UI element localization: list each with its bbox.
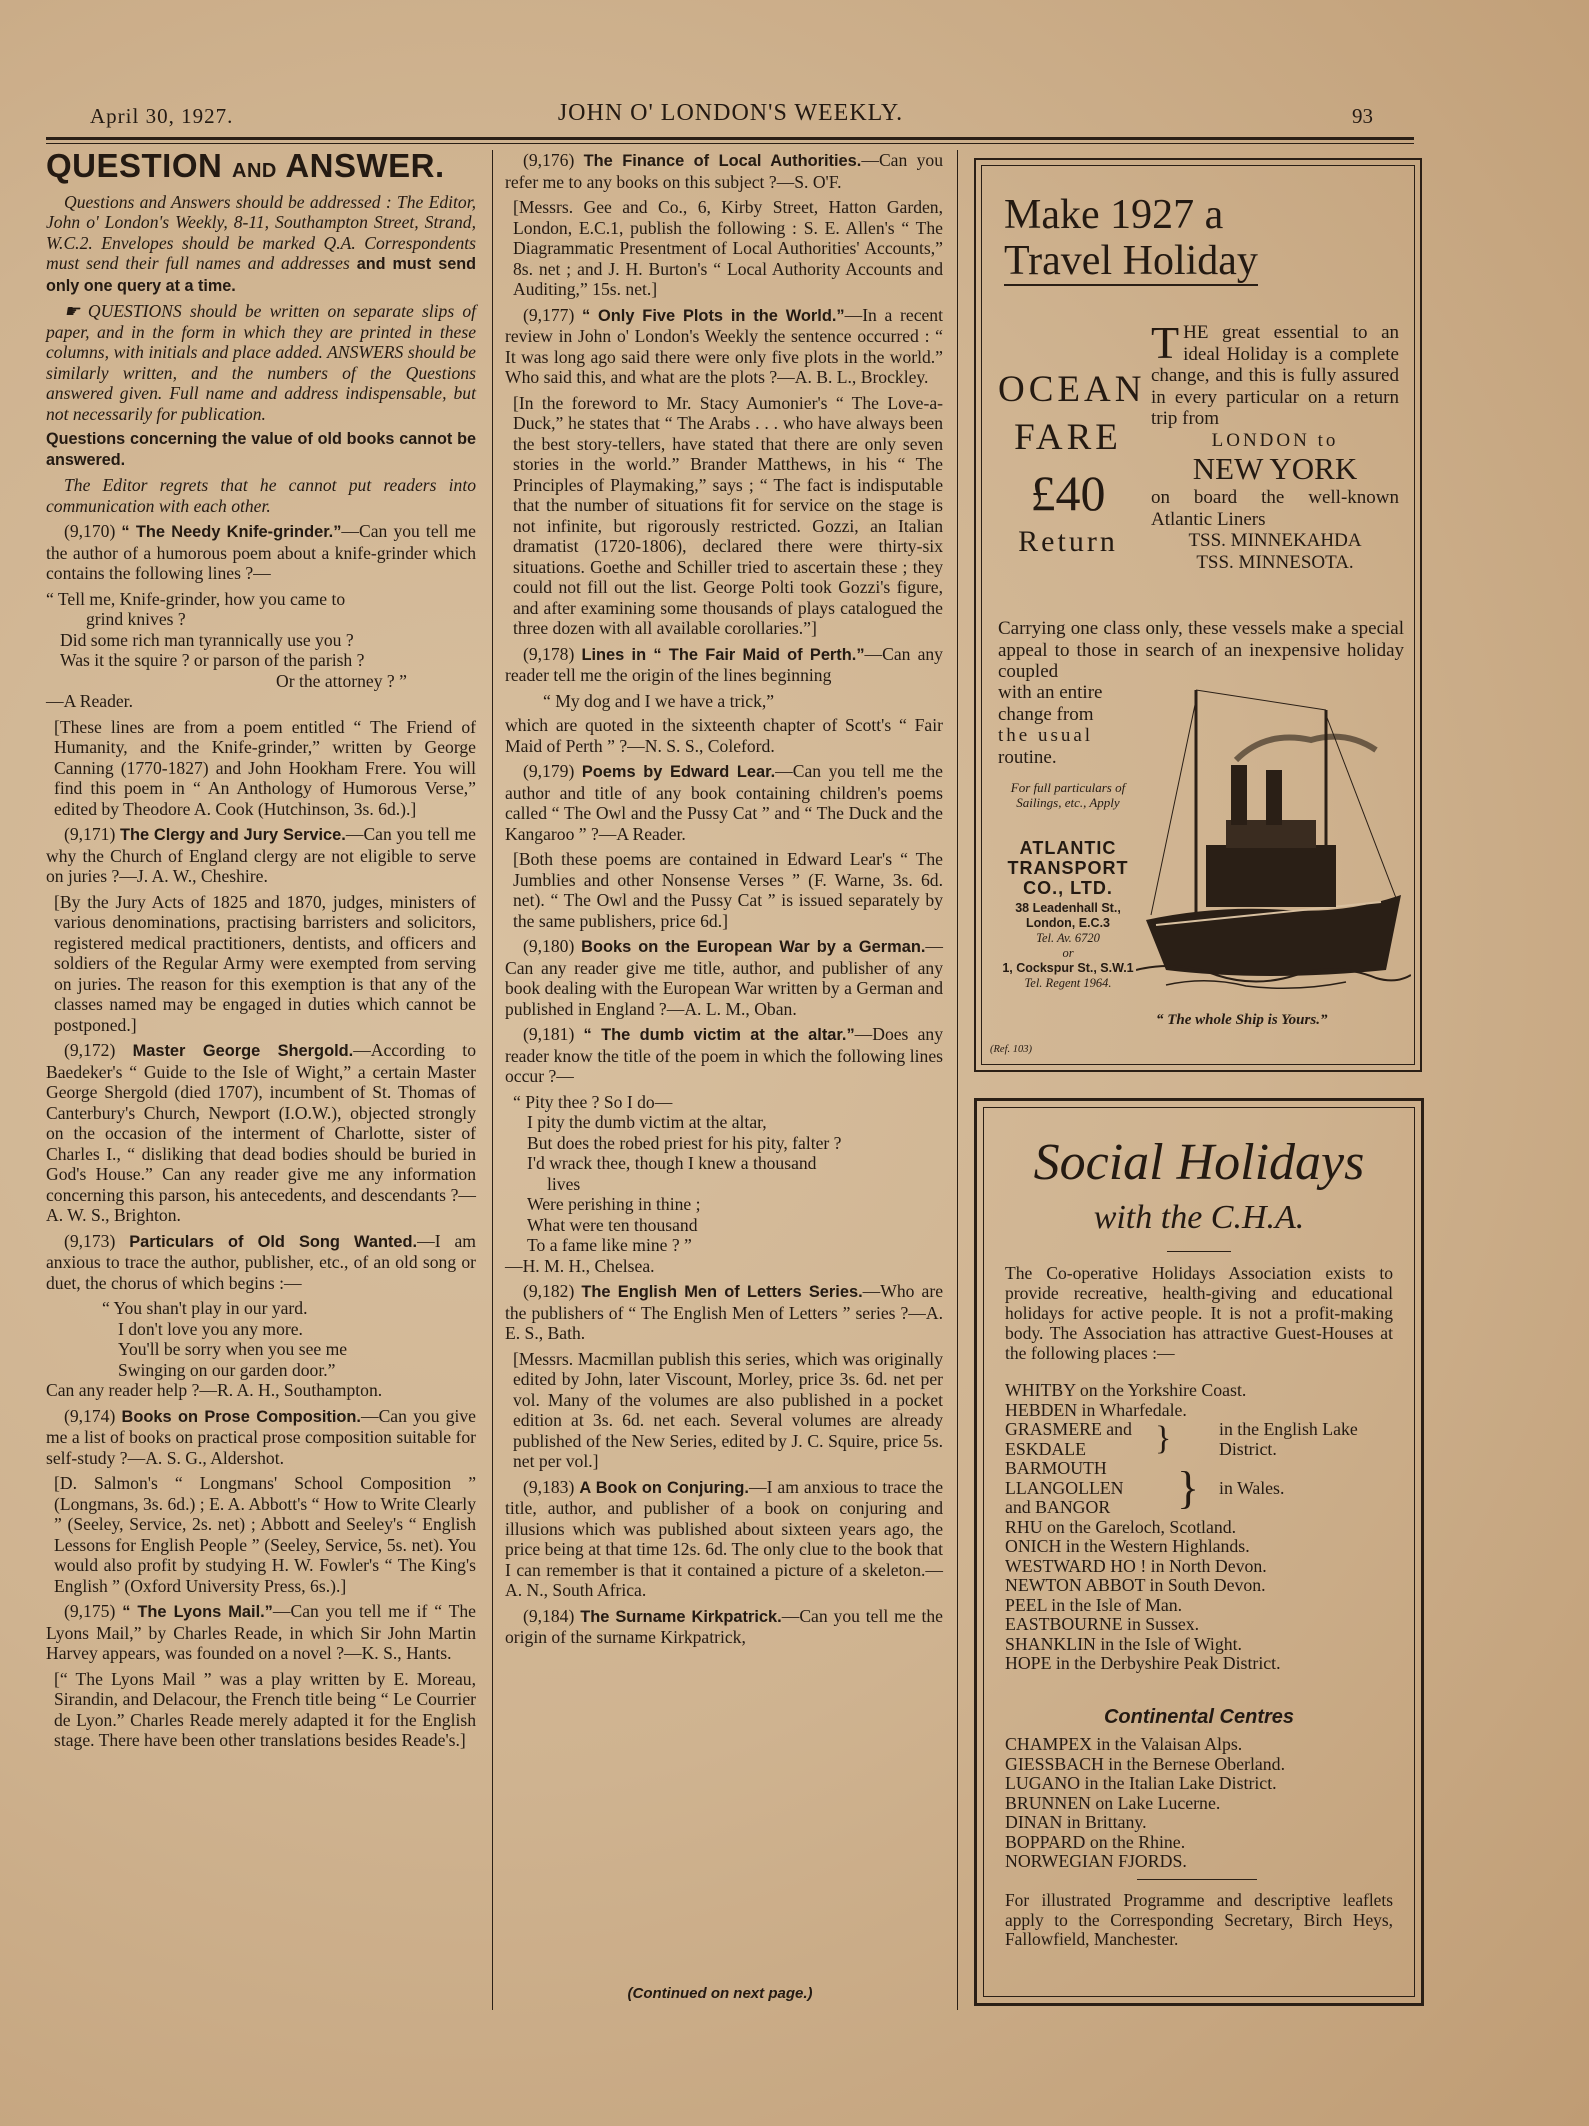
- separator: [1167, 1251, 1231, 1252]
- signature-9170: —A Reader.: [46, 691, 133, 711]
- intro-editor: The Editor regrets that he cannot put readers into communication with each other.: [46, 475, 476, 516]
- continental-heading: Continental Centres: [1103, 1706, 1295, 1728]
- social-ad-title: Social Holidays: [1033, 1134, 1365, 1191]
- after-9178: which are quoted in the sixteenth chapter of Scott's “ Fair Maid of Perth ” ?—N. S. S., Coleford.: [505, 715, 943, 756]
- question-9178: (9,178) Lines in “ The Fair Maid of Perth.”—Can any reader tell me the origin of the lines beginning: [505, 643, 943, 685]
- question-9176: (9,176) The Finance of Local Authorities.—Can you refer me to any books on this subject ?—S. O'F.: [505, 150, 943, 192]
- ad-slogan: “ The whole Ship is Yours.”: [1156, 1012, 1328, 1028]
- column-divider: [492, 150, 493, 2010]
- header-rule: [46, 137, 1414, 140]
- section-heading: QUESTION AND ANSWER.: [46, 147, 445, 184]
- answer-9174: [D. Salmon's “ Longmans' School Composition ” (Longmans, 3s. 6d.) ; E. A. Abbott's “ How to Write Clearly ” (Seeley, Service, 2s. net) ; Abbott and Seeley's “ English Lessons for English People ” (Seeley, Service, 5s. net). You would also profit by studying H. W. Fowler's “ The King's English ” (Oxford University Press, 6s.).]: [54, 1473, 476, 1596]
- page-number: 93: [1352, 104, 1373, 128]
- social-ad-subtitle: with the C.H.A.: [1093, 1199, 1305, 1236]
- steamship-illustration: [1136, 670, 1411, 990]
- column-divider: [957, 150, 958, 2010]
- question-9173: (9,173) Particulars of Old Song Wanted.—I am anxious to trace the author, publisher, etc., of an old song or duet, the chorus of which begins :—: [46, 1230, 476, 1293]
- travel-advertisement: [974, 158, 1422, 1072]
- issue-date: April 30, 1927.: [90, 104, 234, 128]
- verse-9178: “ My dog and I we have a trick,”: [543, 690, 775, 711]
- question-9172: (9,172) Master George Shergold.—According to Baedeker's “ Guide to the Isle of Wight,” a certain Master George Shergold (died 1707), incumbent of St. Thomas of Canterbury's Church, Newport (I.O.W.), objected strongly on the occasion of the interment of Charlotte, sister of Charles I., “ disliking that dead bodies should be buried in God's House.” Can any reader give me any information concerning this parson, his antecedents, and descendants ?—A. W. S., Brighton.: [46, 1040, 476, 1225]
- company-addresses: 38 Leadenhall St., London, E.C.3 Tel. Av. 6720 or 1, Cockspur St., S.W.1 Tel. Regent 1964.: [1002, 901, 1134, 990]
- travel-ad-routine: with an entire change from the usual routine.: [998, 682, 1103, 768]
- intro-instructions: ☛ QUESTIONS should be written on separate slips of paper, and in the form in which they are printed in these columns, with initials and place added. ANSWERS should be similarly written, and the numbers of the Questions answered given. Full name and address indispensable, but not necessarily for publication.: [46, 301, 476, 424]
- question-9170: (9,170) “ The Needy Knife-grinder.”—Can you tell me the author of a humorous poem about a knife-grinder which contains the following lines ?—: [46, 521, 476, 583]
- intro-old-books: Questions concerning the value of old books cannot be answered.: [46, 430, 476, 469]
- verse-9181: “ Pity thee ? So I do— I pity the dumb victim at the altar, But does the robed priest for his pity, falter ? I'd wrack thee, though I knew a thousand lives Were perishing in thine ; What were ten thousand To a fame like mine ? ”: [513, 1091, 842, 1255]
- answer-9177: [In the foreword to Mr. Stacy Aumonier's “ The Love-a-Duck,” he states that “ The Arabs . . . who have always been the best story-tellers, have stated that there are only seven stories in the world.” Brander Matthews, in his “ The Principles of Playmaking,” says ; “ The fact is indisputable that the number of situations fit for service on the stage is not infinite, but rigorously restricted. Gozzi, an Italian dramatist (1720-1806), declared there were thirty-six situations. Goethe and Schiller tried to ascertain these ; they could not fill out the list. George Polti took Gozzi's figure, and after examining some thousands of plays catalogued the three dozen with all available corollaries.”]: [513, 392, 943, 638]
- qa-column-2: [505, 150, 943, 1653]
- running-header: [48, 100, 1413, 134]
- social-ad-intro: The Co-operative Holidays Association exists to provide recreative, health-giving and educational holidays for active people. It is not a profit-making body. The Association has attractive Guest-Houses at the following places :—: [1005, 1263, 1393, 1363]
- social-ad-closing: For illustrated Programme and descriptive leaflets apply to the Corresponding Secretary, Birch Heys, Fallowfield, Manchester.: [1005, 1890, 1393, 1949]
- answer-9179: [Both these poems are contained in Edward Lear's “ The Jumblies and other Nonsense Verses ” (F. Warne, 3s. 6d. net). “ The Owl and the Pussy Cat ” is issued separately by the same publishers, price 6d.]: [513, 849, 943, 931]
- separator: [1137, 1879, 1257, 1880]
- question-9182: (9,182) The English Men of Letters Series.—Who are the publishers of “ The English Men of Letters ” series ?—A. E. S., Bath.: [505, 1281, 943, 1343]
- answer-9175: [“ The Lyons Mail ” was a play written by E. Moreau, Sirandin, and Delacour, the French title being “ Le Courrier de Lyon.” Charles Reade merely adapted it for the English stage. There have been other translations besides Reade's.]: [54, 1668, 476, 1750]
- continental-list: CHAMPEX in the Valaisan Alps. GIESSBACH in the Bernese Oberland. LUGANO in the Italian Lake District. BRUNNEN on Lake Lucerne. DINAN in Brittany. BOPPARD on the Rhine. NORWEGIAN FJORDS.: [1005, 1734, 1286, 1871]
- answer-9171: [By the Jury Acts of 1825 and 1870, judges, ministers of various denominations, practising barristers and solicitors, registered medical practitioners, dentists, and officers and soldiers of the Regular Army were exempted from serving on juries. The reason for this exemption is that any of the classes named may be engaged in duties which cannot be postponed.]: [54, 891, 476, 1035]
- answer-9176: [Messrs. Gee and Co., 6, Kirby Street, Hatton Garden, London, E.C.1, publish the following : S. E. Allen's “ The Diagrammatic Presentment of Local Authorities' Accounts,” 8s. net ; and J. H. Burton's “ Local Authority Accounts and Auditing,” 15s. net.]: [513, 197, 943, 299]
- question-9181: (9,181) “ The dumb victim at the altar.”—Does any reader know the title of the poem in which the following lines occur ?—: [505, 1024, 944, 1086]
- answer-9170: [These lines are from a poem entitled “ The Friend of Humanity, and the Knife-grinder,” written by George Canning (1770-1827) and John Hookham Frere. You will find this poem in “ An Anthology of Humorous Verse,” edited by Theodore A. Cook (Hutchinson, 3s. 6d.).]: [54, 716, 476, 819]
- company-name: ATLANTIC TRANSPORT CO., LTD.: [1007, 838, 1129, 898]
- travel-ad-headline: Make 1927 a Travel Holiday: [1004, 192, 1258, 284]
- qa-column-1: [46, 147, 476, 1756]
- question-9183: (9,183) A Book on Conjuring.—I am anxious to trace the title, author, and publisher of a book on conjuring and illusions which was published about sixteen years ago, the price being at that time 12s. 6d. The only clue to the book that I can remember is that it contained a picture of a skeleton.—A. N., South Africa.: [505, 1476, 944, 1600]
- publication-title: JOHN O' LONDON'S WEEKLY.: [557, 100, 904, 126]
- signature-9173: Can any reader help ?—R. A. H., Southampton.: [46, 1380, 383, 1400]
- travel-ad-carrying: Carrying one class only, these vessels make a special appeal to those in search of an inexpensive holiday coupled: [998, 618, 1404, 682]
- fare-price: £40: [1030, 465, 1106, 521]
- question-9171: (9,171) The Clergy and Jury Service.—Can you tell me why the Church of England clergy are not eligible to serve on juries ?—J. A. W., Cheshire.: [46, 824, 476, 886]
- intro-address: Questions and Answers should be addressed : The Editor, John o' London's Weekly, 8-11, Southampton Street, Strand, W.C.2. Envelopes should be marked Q.A. Correspondents must send their full names and addresses and must send only one query at a time.: [46, 191, 476, 295]
- answer-9182: [Messrs. Macmillan publish this series, which was originally edited by John, later Viscount, Morley, price 3s. 6d. net per vol. Many of the volumes are also published in a pocket edition at 3s. 6d. net each. Several volumes are already published of the New Series, edited by J. C. Squire, price 5s. net per vol.]: [513, 1348, 943, 1471]
- verse-9170: “ Tell me, Knife-grinder, how you came to grind knives ? Did some rich man tyrannically use you ? Was it the squire ? or parson of the parish ? Or the attorney ? ”: [46, 588, 407, 691]
- question-9179: (9,179) Poems by Edward Lear.—Can you tell me the author and title of any book containing children's poems called “ The Owl and the Pussy Cat ” and “ The Duck and the Kangaroo ” ?—A Reader.: [505, 761, 943, 844]
- continued-note: (Continued on next page.): [627, 1985, 813, 2002]
- social-holidays-advertisement: [974, 1098, 1424, 2006]
- question-9174: (9,174) Books on Prose Composition.—Can you give me a list of books on practical prose composition suitable for self-study ?—A. S. G., Aldershot.: [46, 1405, 476, 1468]
- guest-house-list: WHITBY on the Yorkshire Coast. HEBDEN in Wharfedale. GRASMERE and ESKDALE } in the English Lake District. BARMOUTH LLANGOLLEN and BANGOR } in Wales. RHU on the Gareloch, Scotland. ONICH in the Western Highlands. WESTWARD HO ! in North Devon. NEWTON ABBOT in South Devon. PEEL in the Isle of Man. EASTBOURNE in Sussex. SHANKLIN in the Isle of Wight. HOPE in the Derbyshire Peak District.: [1005, 1380, 1358, 1673]
- for-full-particulars: For full particulars of Sailings, etc., Apply: [1010, 780, 1126, 810]
- signature-9181: —H. M. H., Chelsea.: [505, 1255, 655, 1276]
- verse-9173: “ You shan't play in our yard. I don't love you any more. You'll be sorry when you see me Swinging on our garden door.”: [102, 1298, 348, 1380]
- header-rule-thin: [46, 143, 1414, 144]
- question-9175: (9,175) “ The Lyons Mail.”—Can you tell me if “ The Lyons Mail,” by Charles Reade, in which Sir John Martin Harvey appears, was founded on a novel ?—K. S., Hants.: [46, 1601, 476, 1663]
- ocean-fare-block: OCEAN FARE £40 Return: [998, 369, 1146, 558]
- question-9180: (9,180) Books on the European War by a German.—Can any reader give me title, author, and publisher of any book dealing with the European War written by a German and published in England ?—A. L. M., Oban.: [505, 936, 943, 1019]
- travel-ad-body: THE great essential to an ideal Holiday is a complete change, and this is fully assured in every particular on a return trip from LONDON to NEW YORK on board the well-known Atlantic Liners TSS. MINNEKAHDA TSS. MINNESOTA.: [1151, 317, 1399, 573]
- ad-reference: (Ref. 103): [990, 1044, 1032, 1055]
- question-9177: (9,177) “ Only Five Plots in the World.”—In a recent review in John o' London's Weekly the sentence occurred : “ It was long ago said there were only five plots in the world.” Who said this, and what are the plots ?—A. B. L., Brockley.: [505, 304, 943, 387]
- question-9184: (9,184) The Surname Kirkpatrick.—Can you tell me the origin of the surname Kirkpatrick,: [505, 1605, 943, 1647]
